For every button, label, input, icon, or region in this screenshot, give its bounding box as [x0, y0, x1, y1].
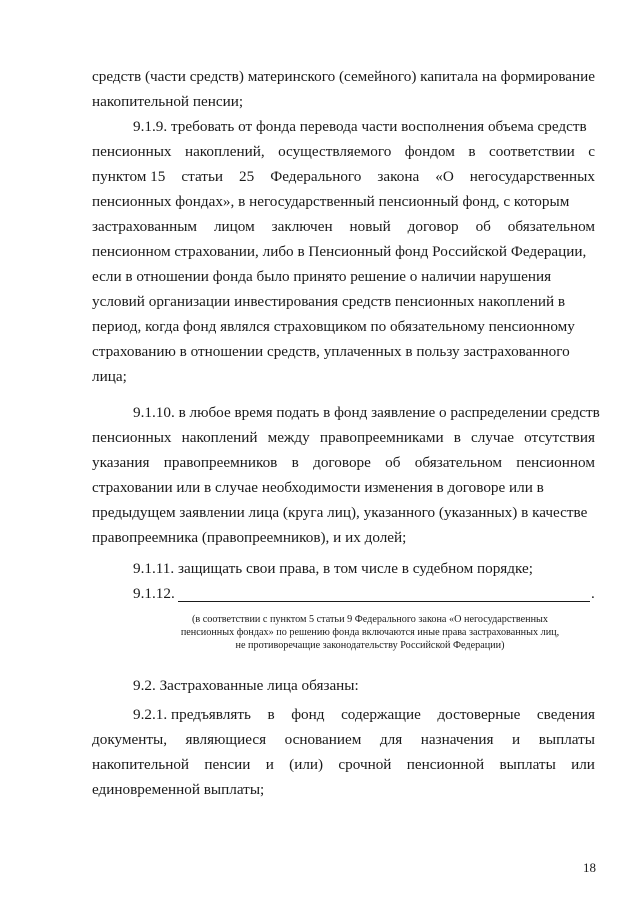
text-line-justified: [92, 218, 595, 236]
word: сведения: [536, 706, 595, 723]
word: в: [291, 454, 299, 471]
footnote-line: (в соответствии с пунктом 5 статьи 9 Федерального закона «О негосударственных: [192, 614, 548, 625]
word: закона: [377, 168, 420, 185]
word: «О: [435, 168, 454, 185]
word: между: [267, 429, 310, 446]
word: в: [468, 143, 476, 160]
text-line-justified: [92, 756, 595, 774]
word: 9.2.1. предъявлять: [133, 706, 251, 723]
word: обязательном: [507, 218, 595, 235]
word: пенсионных: [92, 143, 172, 160]
word: с: [588, 143, 595, 160]
word: новый: [349, 218, 391, 235]
word: лицом: [213, 218, 255, 235]
page-number: 18: [583, 860, 596, 875]
word: для: [379, 731, 403, 748]
clause-9-1-9: 9.1.9. требовать от фонда перевода части восполнения объема средств: [133, 118, 587, 135]
word: заключен: [271, 218, 333, 235]
text-line: пенсионных фондах», в негосударственный пенсионный фонд, с которым: [92, 193, 570, 210]
text-line: период, когда фонд являлся страховщиком по обязательному пенсионному: [92, 318, 575, 335]
clause-9-1-10: 9.1.10. в любое время подать в фонд заявление о распределении средств: [133, 404, 600, 421]
word: накоплений: [181, 429, 258, 446]
text-line: правопреемника (правопреемников), и их долей;: [92, 529, 407, 546]
text-line: страхованию в отношении средств, уплаченных в пользу застрахованного: [92, 343, 570, 360]
blank-fill-line: [178, 601, 590, 602]
clause-9-1-12: 9.1.12.: [133, 585, 175, 602]
word: пенсии: [204, 756, 251, 773]
word: основанием: [284, 731, 362, 748]
text-line-justified: [92, 454, 595, 472]
word: в: [267, 706, 275, 723]
text-line: предыдущем заявлении лица (круга лиц), указанного (указанных) в качестве: [92, 504, 588, 521]
word: случае: [470, 429, 515, 446]
footnote-line: не противоречащие законодательству Российской Федерации): [235, 640, 505, 651]
word: и: [265, 756, 274, 773]
text-line: средств (части средств) материнского (семейного) капитала на формирование: [92, 68, 596, 85]
text-line: если в отношении фонда было принято решение о наличии нарушения: [92, 268, 552, 285]
word: выплаты: [538, 731, 595, 748]
clause-9-2-1: [133, 706, 595, 724]
word: пунктом 15: [92, 168, 166, 185]
word: договоре: [313, 454, 371, 471]
blank-end-period: .: [591, 585, 595, 602]
word: Федерального: [270, 168, 362, 185]
text-line-justified: [92, 731, 595, 749]
word: отсутствия: [524, 429, 595, 446]
word: содержащие: [341, 706, 421, 723]
text-line: пенсионном страховании, либо в Пенсионный фонд Российской Федерации,: [92, 243, 587, 260]
word: достоверные: [437, 706, 521, 723]
word: документы,: [92, 731, 167, 748]
text-line: лица;: [92, 368, 127, 385]
word: договор: [407, 218, 459, 235]
word: и: [512, 731, 521, 748]
word: осуществляемого: [278, 143, 392, 160]
word: пенсионном: [516, 454, 595, 471]
word: правопреемниками: [319, 429, 444, 446]
text-line-justified: [92, 429, 595, 447]
text-line-justified: [92, 168, 595, 186]
clause-9-1-11: 9.1.11. защищать свои права, в том числе в судебном порядке;: [133, 560, 533, 577]
word: фондом: [404, 143, 455, 160]
text-line: страховании или в случае необходимости изменения в договоре или в: [92, 479, 544, 496]
word: срочной: [338, 756, 392, 773]
word: правопреемников: [163, 454, 278, 471]
text-line: условий организации инвестирования средств пенсионных накоплений в: [92, 293, 566, 310]
word: являющиеся: [185, 731, 267, 748]
word: или: [571, 756, 595, 773]
word: накопительной: [92, 756, 190, 773]
word: накоплений,: [184, 143, 265, 160]
word: (или): [289, 756, 324, 773]
word: указания: [92, 454, 150, 471]
word: об: [475, 218, 491, 235]
word: об: [385, 454, 401, 471]
footnote-line: пенсионных фондах» по решению фонда включаются иные права застрахованных лиц,: [180, 627, 560, 638]
clause-9-2-heading: 9.2. Застрахованные лица обязаны:: [133, 677, 359, 694]
word: назначения: [420, 731, 494, 748]
word: в: [453, 429, 461, 446]
word: выплаты: [499, 756, 556, 773]
word: 25: [239, 168, 255, 185]
text-line-justified: [92, 143, 595, 161]
word: пенсионной: [406, 756, 485, 773]
text-line: накопительной пенсии;: [92, 93, 244, 110]
word: пенсионных: [92, 429, 172, 446]
word: соответствии: [488, 143, 575, 160]
word: статьи: [181, 168, 223, 185]
word: фонд: [291, 706, 325, 723]
word: негосударственных: [469, 168, 595, 185]
word: застрахованным: [92, 218, 198, 235]
word: обязательном: [414, 454, 502, 471]
text-line: единовременной выплаты;: [92, 781, 265, 798]
